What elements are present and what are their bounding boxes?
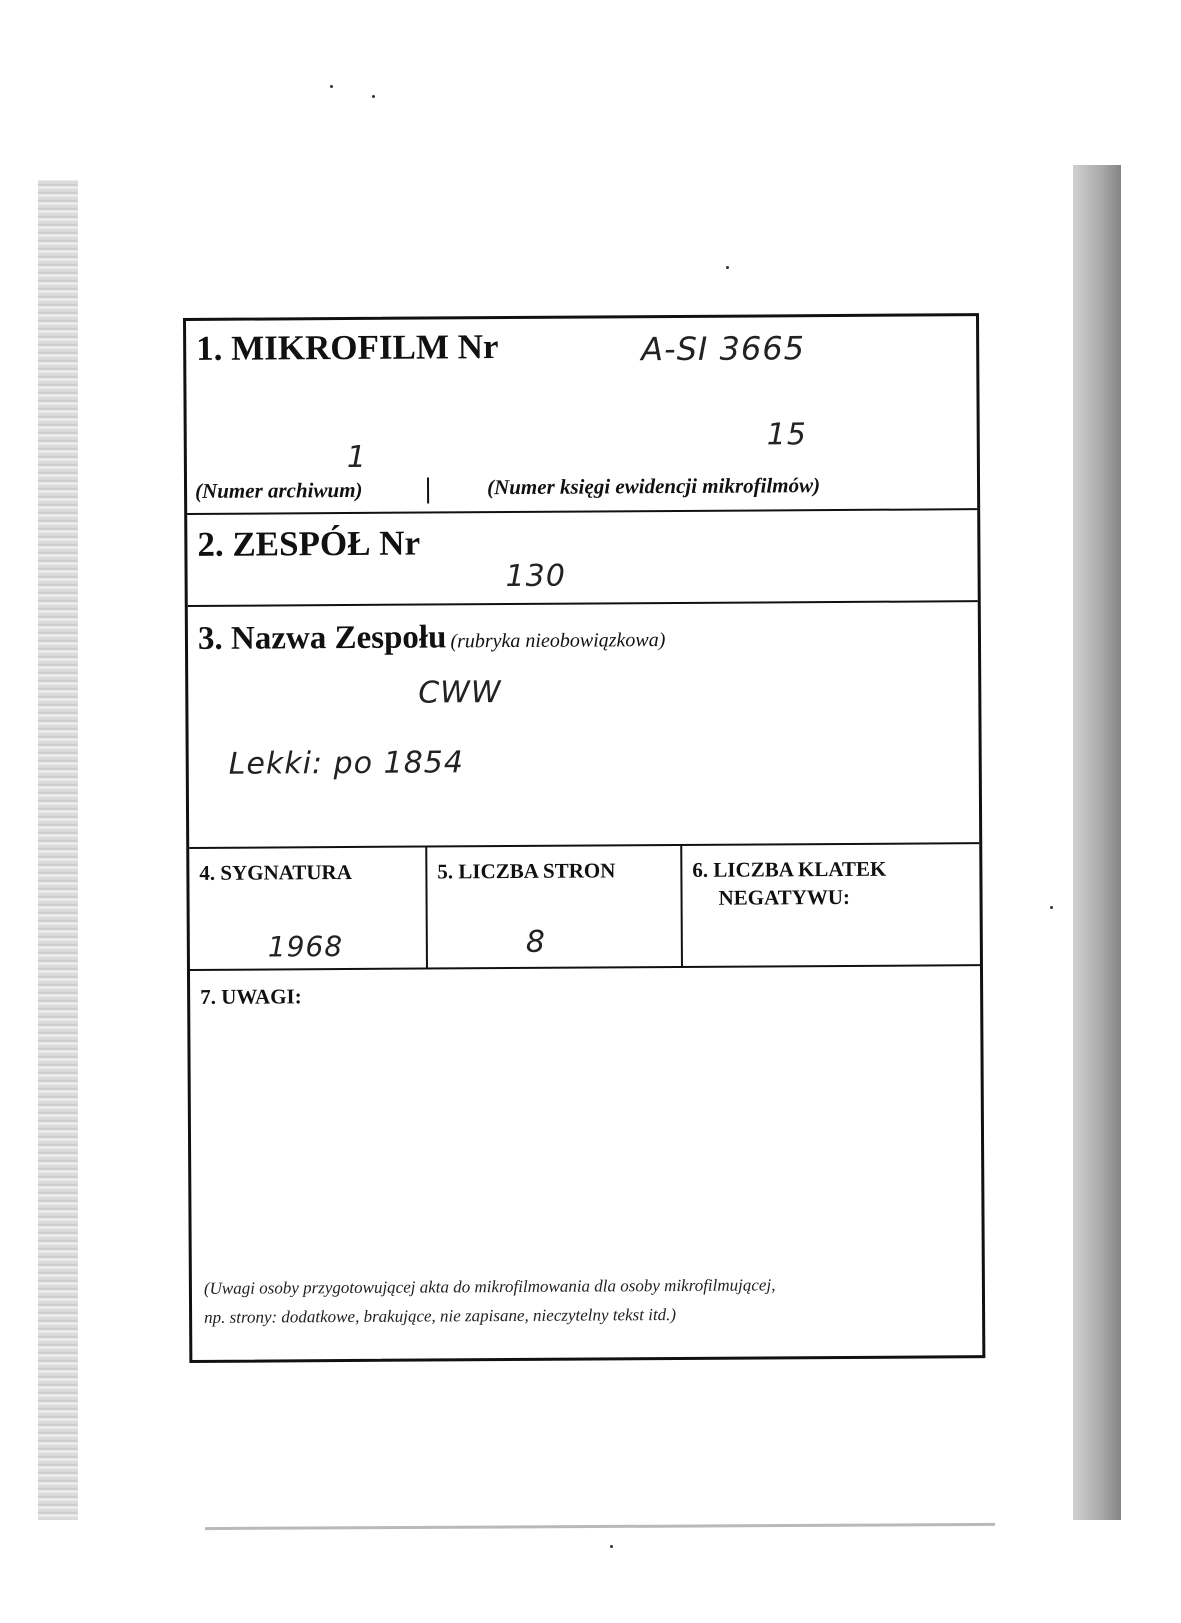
scan-edge-right bbox=[1073, 165, 1121, 1520]
cell-liczba-klatek bbox=[682, 844, 980, 966]
scan-speck bbox=[726, 266, 729, 269]
cell-sygnatura bbox=[189, 848, 428, 969]
liczba-stron-label: 5. LICZBA STRON bbox=[437, 858, 616, 884]
section-mikrofilm bbox=[186, 316, 977, 515]
mikrofilm-label: 1. MIKROFILM Nr bbox=[196, 327, 499, 368]
uwagi-footnote-line2: np. strony: dodatkowe, brakujące, nie zapisane, nieczytelny tekst itd.) bbox=[204, 1305, 677, 1327]
liczba-klatek-label bbox=[692, 855, 886, 912]
section-uwagi bbox=[190, 966, 982, 1360]
scan-edge-left bbox=[38, 180, 78, 1520]
scan-speck bbox=[372, 95, 375, 98]
nazwa-zespolu-value-line2: Lekki: po 1854 bbox=[228, 745, 465, 782]
microfilm-form bbox=[183, 313, 985, 1363]
uwagi-footnote bbox=[204, 1269, 972, 1332]
scan-speck bbox=[610, 1545, 613, 1548]
register-number-caption: (Numer księgi ewidencji mikrofilmów) bbox=[486, 473, 821, 500]
section-details-row bbox=[189, 844, 980, 971]
section-nazwa-zespolu bbox=[188, 602, 979, 849]
mikrofilm-number-handwritten: A-SI 3665 bbox=[641, 329, 806, 369]
sygnatura-label: 4. SYGNATURA bbox=[199, 859, 352, 885]
sygnatura-value: 1968 bbox=[267, 930, 344, 964]
archive-number-value: 1 bbox=[346, 439, 368, 476]
cell-liczba-stron bbox=[427, 846, 683, 968]
zespol-number-value: 130 bbox=[505, 558, 566, 595]
scan-speck bbox=[1050, 906, 1053, 909]
uwagi-footnote-line1: (Uwagi osoby przygotowującej akta do mikrofilmowania dla osoby mikrofilmującej, bbox=[203, 1275, 776, 1298]
register-number-value: 15 bbox=[766, 417, 808, 453]
nazwa-zespolu-note: (rubryka nieobowiązkowa) bbox=[450, 629, 666, 653]
liczba-klatek-label-line1: 6. LICZBA KLATEK bbox=[692, 856, 887, 882]
nazwa-zespolu-label: 3. Nazwa Zespołu bbox=[197, 619, 447, 657]
uwagi-label: 7. UWAGI: bbox=[200, 984, 302, 1009]
scan-speck bbox=[330, 85, 333, 88]
liczba-klatek-label-line2: NEGATYWU: bbox=[718, 884, 851, 910]
caption-divider bbox=[427, 478, 429, 504]
nazwa-zespolu-heading bbox=[198, 618, 666, 658]
archive-number-caption: (Numer archiwum) bbox=[194, 477, 363, 503]
scan-edge-bottom bbox=[205, 1523, 995, 1530]
nazwa-zespolu-value-line1: CWW bbox=[418, 675, 502, 711]
section-zespol bbox=[187, 510, 978, 607]
zespol-label: 2. ZESPÓŁ Nr bbox=[197, 523, 421, 564]
liczba-stron-value: 8 bbox=[525, 924, 547, 960]
